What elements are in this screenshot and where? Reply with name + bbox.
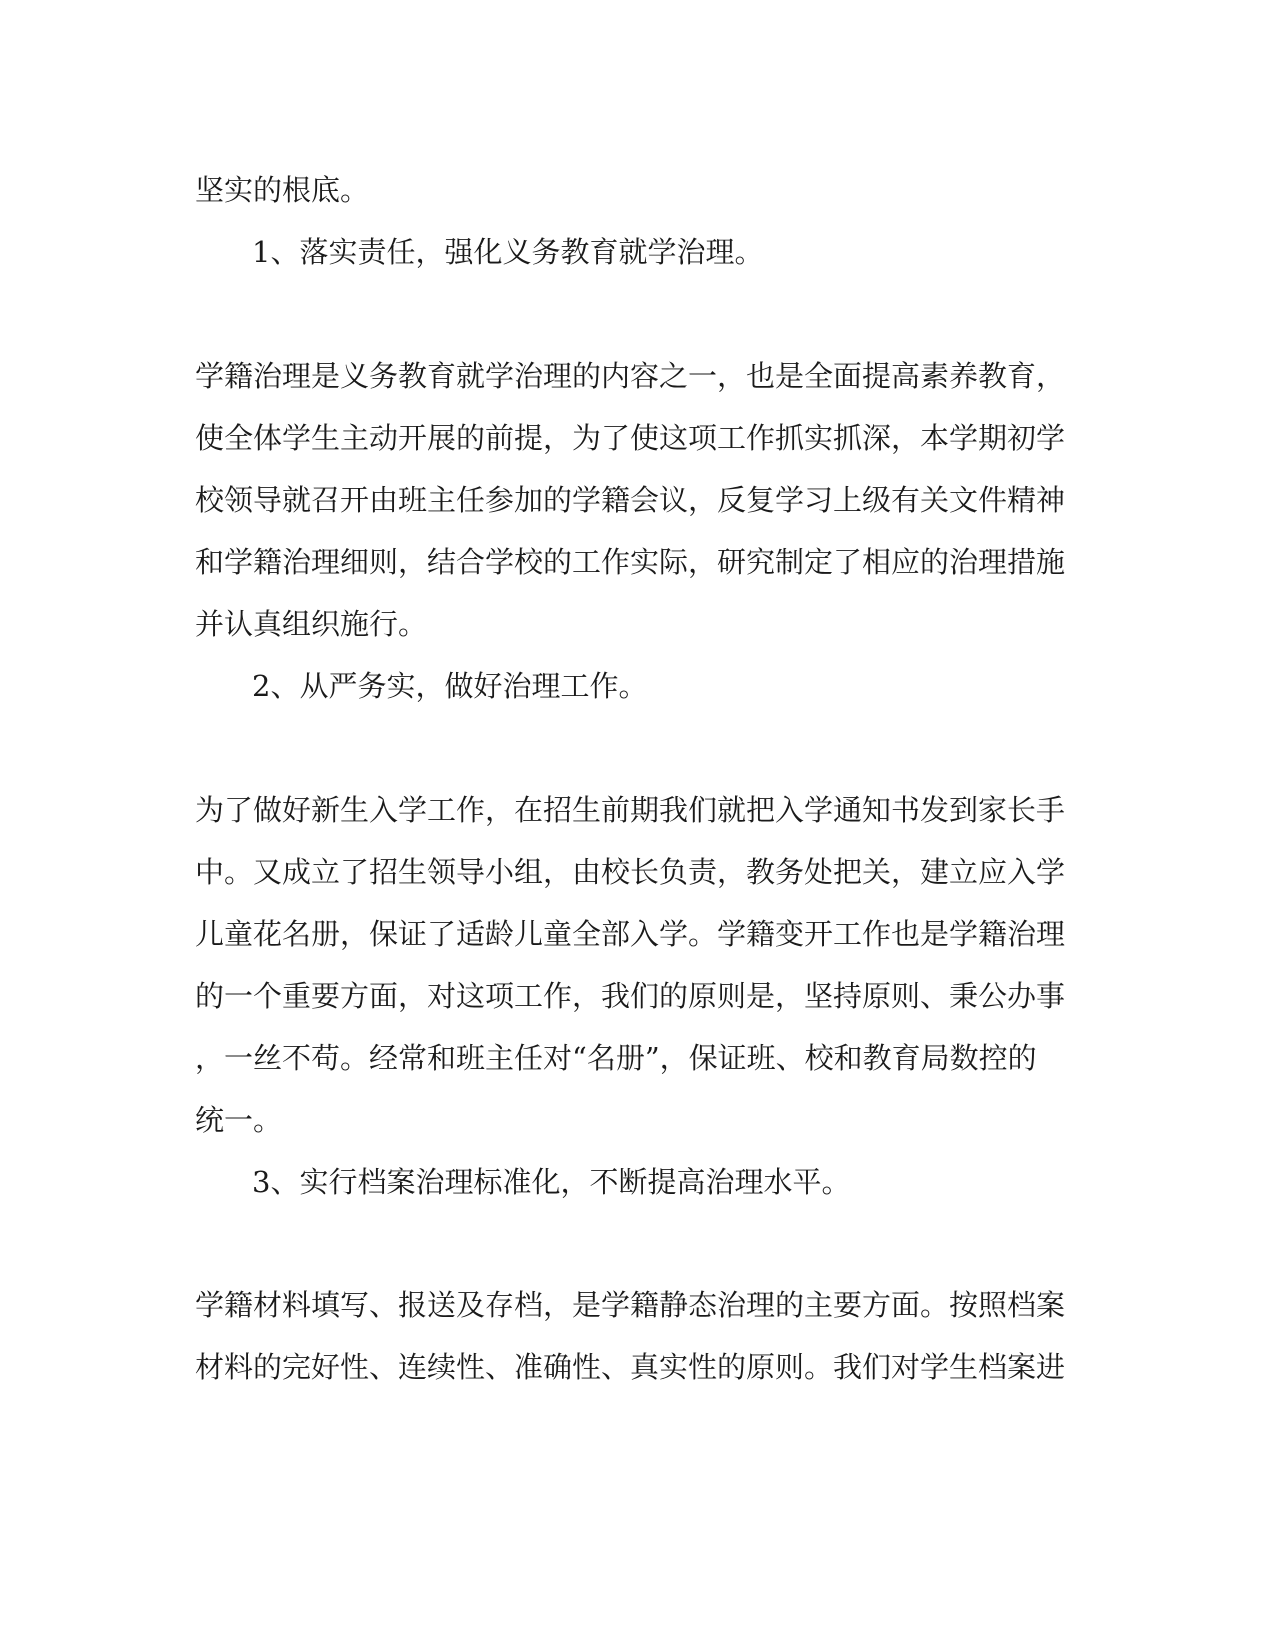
section-heading: 2、从严务实，做好治理工作。 [252, 669, 648, 703]
text-line: 儿童花名册，保证了适龄儿童全部入学。学籍变开工作也是学籍治理 [195, 917, 1066, 951]
text-line: 为了做好新生入学工作，在招生前期我们就把入学通知书发到家长手 [195, 793, 1066, 827]
text-line: 校领导就召开由班主任参加的学籍会议，反复学习上级有关文件精神 [195, 483, 1066, 517]
text-line: 统一。 [195, 1103, 283, 1137]
text-line: 并认真组织施行。 [195, 607, 428, 641]
text-line: 和学籍治理细则，结合学校的工作实际，研究制定了相应的治理措施 [195, 545, 1066, 579]
text-line: 坚实的根底。 [195, 173, 370, 207]
text-line: ，一丝不苟。经常和班主任对“名册”，保证班、校和教育局数控的 [195, 1041, 1037, 1075]
text-line: 学籍材料填写、报送及存档，是学籍静态治理的主要方面。按照档案 [195, 1288, 1066, 1322]
text-line: 使全体学生主动开展的前提，为了使这项工作抓实抓深，本学期初学 [195, 421, 1066, 455]
section-heading: 3、实行档案治理标准化，不断提高治理水平。 [252, 1165, 851, 1199]
text-line: 的一个重要方面，对这项工作，我们的原则是，坚持原则、秉公办事 [195, 979, 1066, 1013]
section-heading: 1、落实责任，强化义务教育就学治理。 [252, 235, 764, 269]
text-line: 材料的完好性、连续性、准确性、真实性的原则。我们对学生档案进 [195, 1350, 1066, 1384]
text-line: 学籍治理是义务教育就学治理的内容之一，也是全面提高素养教育， [195, 359, 1066, 393]
text-line: 中。又成立了招生领导小组，由校长负责，教务处把关，建立应入学 [195, 855, 1066, 889]
